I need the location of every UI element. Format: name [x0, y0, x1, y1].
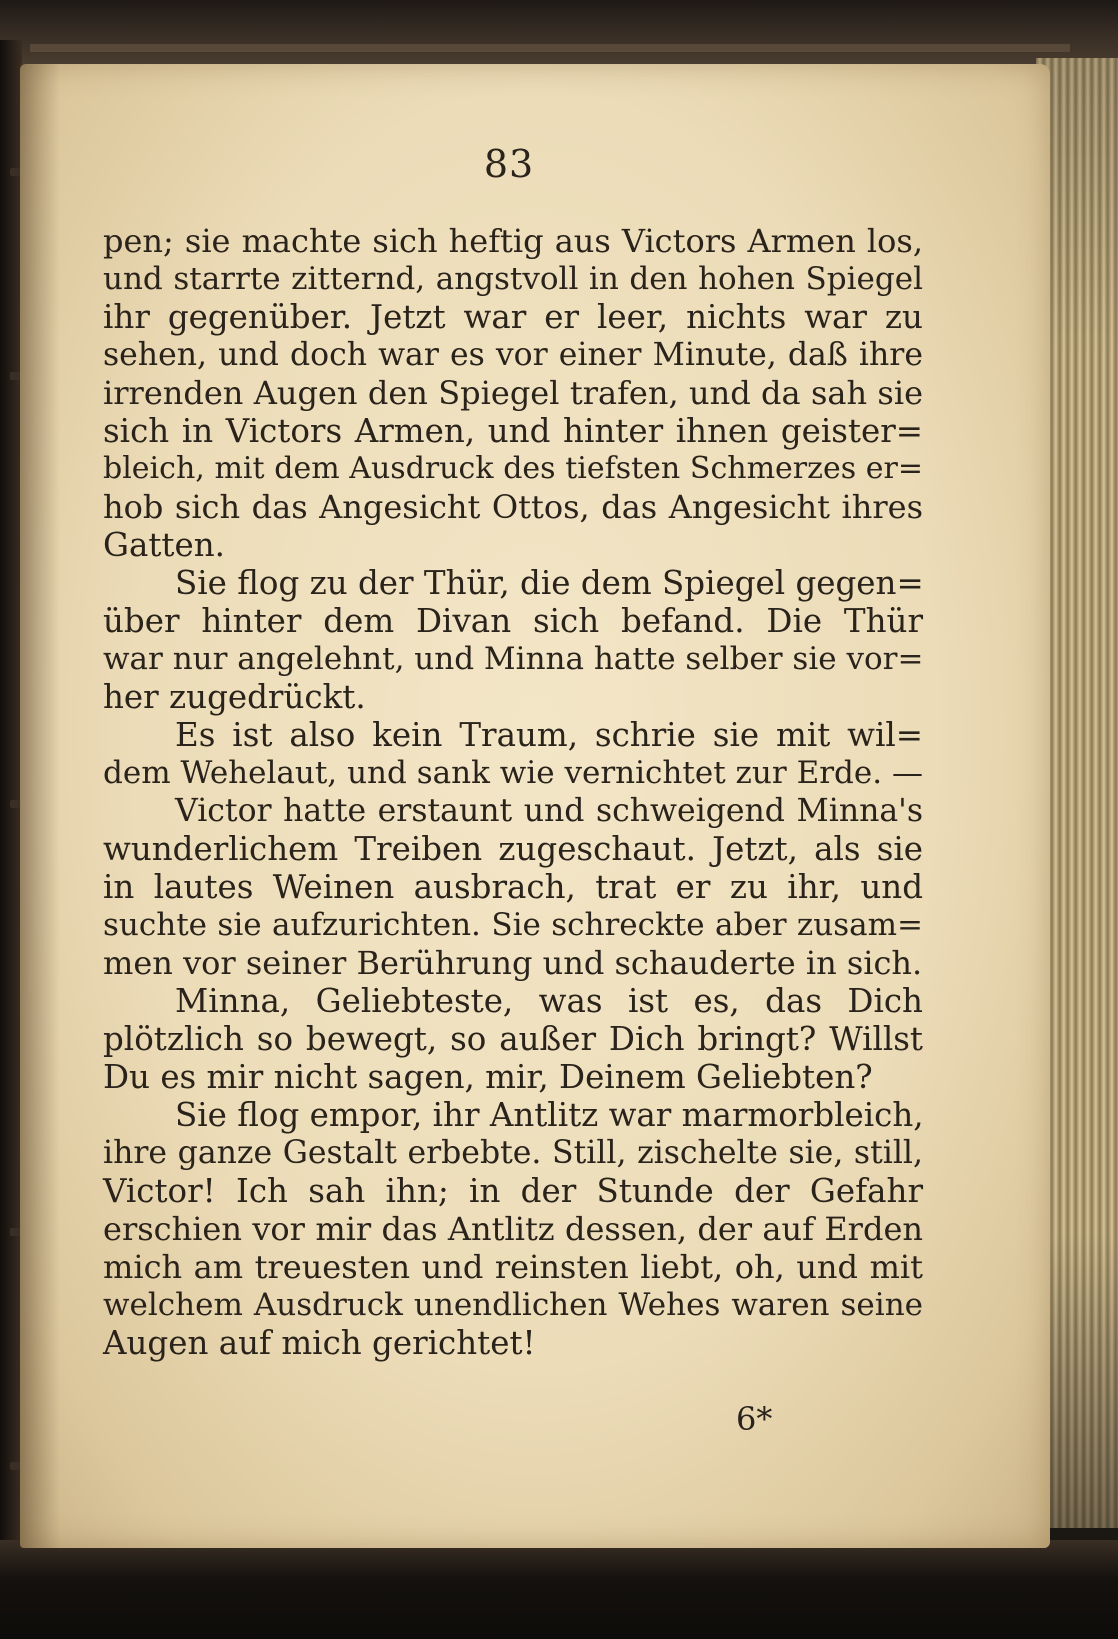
binding-thread-mark [10, 1462, 20, 1470]
binding-thread-mark [10, 372, 20, 380]
book-cover-top [0, 0, 1118, 70]
text-line: pen; sie machte sich heftig aus Victors Armen los, [103, 222, 923, 260]
text-line: irrenden Augen den Spiegel trafen, und da sah sie [103, 374, 923, 412]
page-number: 83 [483, 142, 535, 186]
body-text [103, 222, 923, 1362]
text-line: ihre ganze Gestalt erbebte. Still, zischelte sie, still, [103, 1135, 923, 1171]
text-line: Sie flog zu der Thür, die dem Spiegel gegen= [175, 564, 924, 602]
text-line: und starrte zitternd, angstvoll in den hohen Spiegel [103, 261, 923, 297]
text-line: mich am treuesten und reinsten liebt, oh, und mit [103, 1248, 923, 1286]
text-line: sich in Victors Armen, und hinter ihnen geister= [103, 412, 923, 450]
text-line: Gatten. [103, 526, 225, 564]
text-line: Augen auf mich gerichtet! [103, 1324, 536, 1362]
text-line: Du es mir nicht sagen, mir, Deinem Geliebten? [103, 1058, 873, 1096]
text-line: Victor hatte erstaunt und schweigend Minna's [175, 793, 923, 829]
text-line: plötzlich so bewegt, so außer Dich bringt? Willst [103, 1020, 923, 1058]
book-cover-left [0, 40, 22, 1639]
text-line: war nur angelehnt, und Minna hatte selber sie vor= [103, 641, 924, 677]
gutter-shadow [20, 64, 60, 1548]
text-line: her zugedrückt. [103, 678, 366, 716]
text-line: erschien vor mir das Antlitz dessen, der auf Erden [103, 1210, 923, 1248]
text-line: men vor seiner Berührung und schauderte in sich. [103, 944, 923, 982]
text-line: ihr gegenüber. Jetzt war er leer, nichts war zu [103, 298, 923, 336]
text-line: welchem Ausdruck unendlichen Wehes waren seine [103, 1287, 923, 1323]
text-line: über hinter dem Divan sich befand. Die Thür [103, 602, 923, 640]
text-line: hob sich das Angesicht Ottos, das Angesicht ihres [103, 488, 923, 526]
binding-thread-mark [10, 1228, 20, 1236]
text-line: Minna, Geliebteste, was ist es, das Dich [175, 982, 923, 1020]
printer-signature-mark: 6* [736, 1400, 773, 1438]
text-line: Victor! Ich sah ihn; in der Stunde der Gefahr [103, 1172, 923, 1210]
text-line: Es ist also kein Traum, schrie sie mit wil= [175, 716, 923, 754]
book-cover-bottom [0, 1540, 1118, 1639]
binding-thread-mark [10, 800, 20, 808]
text-line: sehen, und doch war es vor einer Minute, daß ihre [103, 337, 923, 373]
text-line: dem Wehelaut, und sank wie vernichtet zur Erde. — [103, 755, 923, 791]
cover-edge-stripe [30, 44, 1070, 52]
text-line: wunderlichem Treiben zugeschaut. Jetzt, als sie [103, 830, 923, 868]
text-line: Sie flog empor, ihr Antlitz war marmorbleich, [175, 1096, 924, 1134]
text-line: bleich, mit dem Ausdruck des tiefsten Schmerzes er= [103, 451, 923, 486]
text-line: in lautes Weinen ausbrach, trat er zu ihr, und [103, 868, 923, 906]
text-line: suchte sie aufzurichten. Sie schreckte aber zusam= [103, 907, 923, 943]
